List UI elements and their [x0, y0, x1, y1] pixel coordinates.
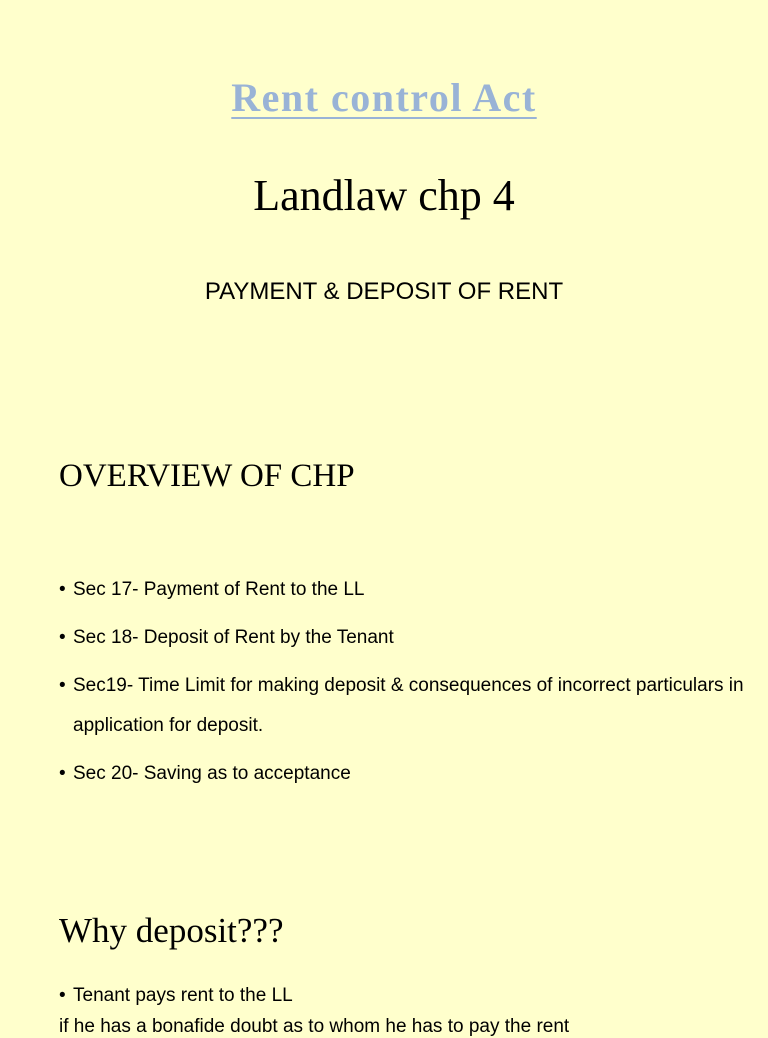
list-item: • Sec 20- Saving as to acceptance: [59, 754, 749, 794]
chapter-topic: PAYMENT & DEPOSIT OF RENT: [204, 278, 564, 305]
document-title: Rent control Act: [231, 75, 537, 120]
overview-heading: OVERVIEW OF CHP: [59, 458, 355, 494]
document-subtitle: Landlaw chp 4: [253, 171, 515, 220]
partial-text-line: if he has a bonafide doubt as to whom he has to pay the rent: [59, 1016, 570, 1037]
list-item: • Sec 17- Payment of Rent to the LL: [59, 570, 749, 610]
list-item: • Tenant pays rent to the LL: [59, 976, 749, 1016]
why-deposit-heading: Why deposit???: [59, 911, 284, 950]
list-item: • Sec 18- Deposit of Rent by the Tenant: [59, 618, 749, 658]
overview-list: [59, 570, 749, 802]
list-item: • Sec19- Time Limit for making deposit & consequences of incorrect particulars in application for deposit.: [59, 666, 749, 746]
